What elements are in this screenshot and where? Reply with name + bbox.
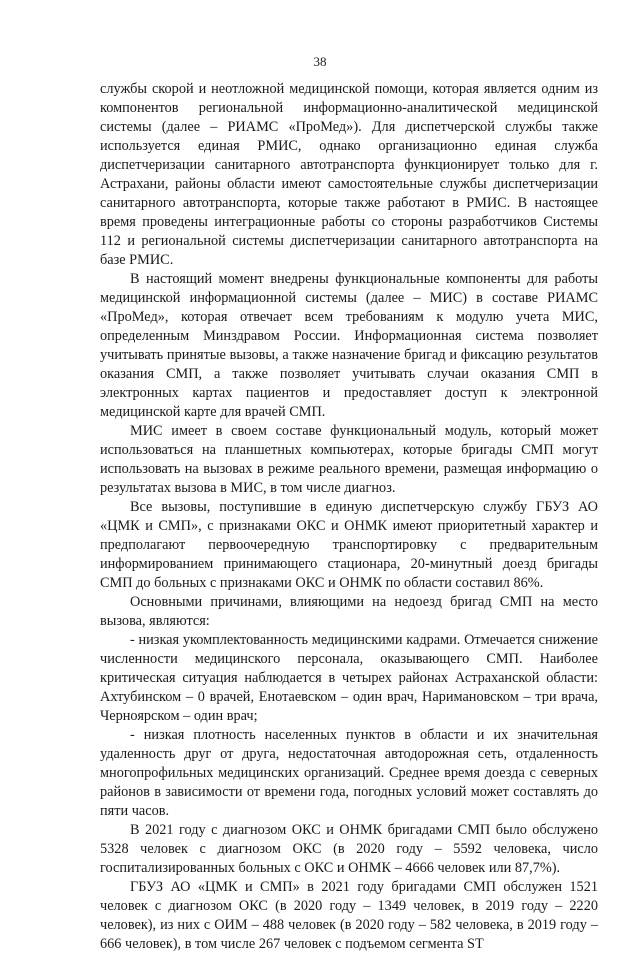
paragraph-mis-components: В настоящий момент внедрены функциональные компоненты для работы медицинской информационной системы (далее – МИС) в составе РИАМС «ПроМед», которая отвечает всем требованиям к модулю учета МИС, определенным Минздравом России. Информационная система позволяет учитывать принятые вызовы, а также назначение бригад и фиксацию результатов оказания СМП, а также позволяет учитывать случаи оказания СМП в электронных картах пациентов и предоставляет доступ к электронной медицинской карте для врачей СМП. (100, 271, 598, 420)
list-item-staffing: - низкая укомплектованность медицинскими кадрами. Отмечается снижение численности медицинского персонала, оказывающего СМП. Наиболее критическая ситуация наблюдается в четырех районах Астраханской области: Ахтубинском – 0 врачей, Енотаевском – один врач, Наримановском – три врача, Черноярском – один врач; (100, 632, 598, 724)
paragraph-mis-tablet-module: МИС имеет в своем составе функциональный модуль, который может использоваться на планшетных компьютерах, которые бригады СМП могут использовать на вызовах в режиме реального времени, размещая информацию о результатах вызова в МИС, в том числе диагноз. (100, 423, 598, 496)
list-item-population-density: - низкая плотность населенных пунктов в области и их значительная удаленность друг от друга, недостаточная автодорожная сеть, отдаленность многопрофильных медицинских организаций. Среднее время доезда с северных районов в зависимости от времени года, погодных условий может составлять до пяти часов. (100, 727, 598, 819)
paragraph-2021-statistics: В 2021 году с диагнозом ОКС и ОНМК бригадами СМП было обслужено 5328 человек с диагнозом ОКС (в 2020 году – 5592 человека, число госпитализированных больных с ОКС и ОНМК – 4666 человек или 87,7%). (100, 822, 598, 876)
page-number: 38 (313, 54, 327, 69)
paragraph-priority-calls: Все вызовы, поступившие в единую диспетчерскую службу ГБУЗ АО «ЦМК и СМП», с признаками ОКС и ОНМК имеют приоритетный характер и предполагают первоочередную транспортировку с предварительным информированием принимающего стационара, 20-минутный доезд бригады СМП до больных с признаками ОКС и ОНМК по области составил 86%. (100, 499, 598, 591)
paragraph-emergency-service-continuation: службы скорой и неотложной медицинской помощи, которая является одним из компонентов региональной информационно-аналитической медицинской системы (далее – РИАМС «ПроМед»). Для диспетчерской службы также используется единая РМИС, однако организационно единая служба диспетчеризации санитарного автотранспорта функционирует только для г. Астрахани, районы области имеют самостоятельные службы диспетчеризации санитарного автотранспорта, которые также работают в РМИС. В настоящее время проведены интеграционные работы со стороны разработчиков Системы 112 и региональной системы диспетчеризации санитарного автотранспорта на базе РМИС. (100, 81, 598, 268)
body-text (100, 80, 598, 954)
paragraph-reasons-intro: Основными причинами, влияющими на недоезд бригад СМП на место вызова, являются: (100, 594, 598, 629)
paragraph-cmk-statistics: ГБУЗ АО «ЦМК и СМП» в 2021 году бригадами СМП обслужен 1521 человек с диагнозом ОКС (в 2020 году – 1349 человек, в 2019 году – 2220 человек), из них с ОИМ – 488 человек (в 2020 году – 582 человека, в 2019 году – 666 человек), в том числе 267 человек с подъемом сегмента ST (100, 879, 598, 952)
